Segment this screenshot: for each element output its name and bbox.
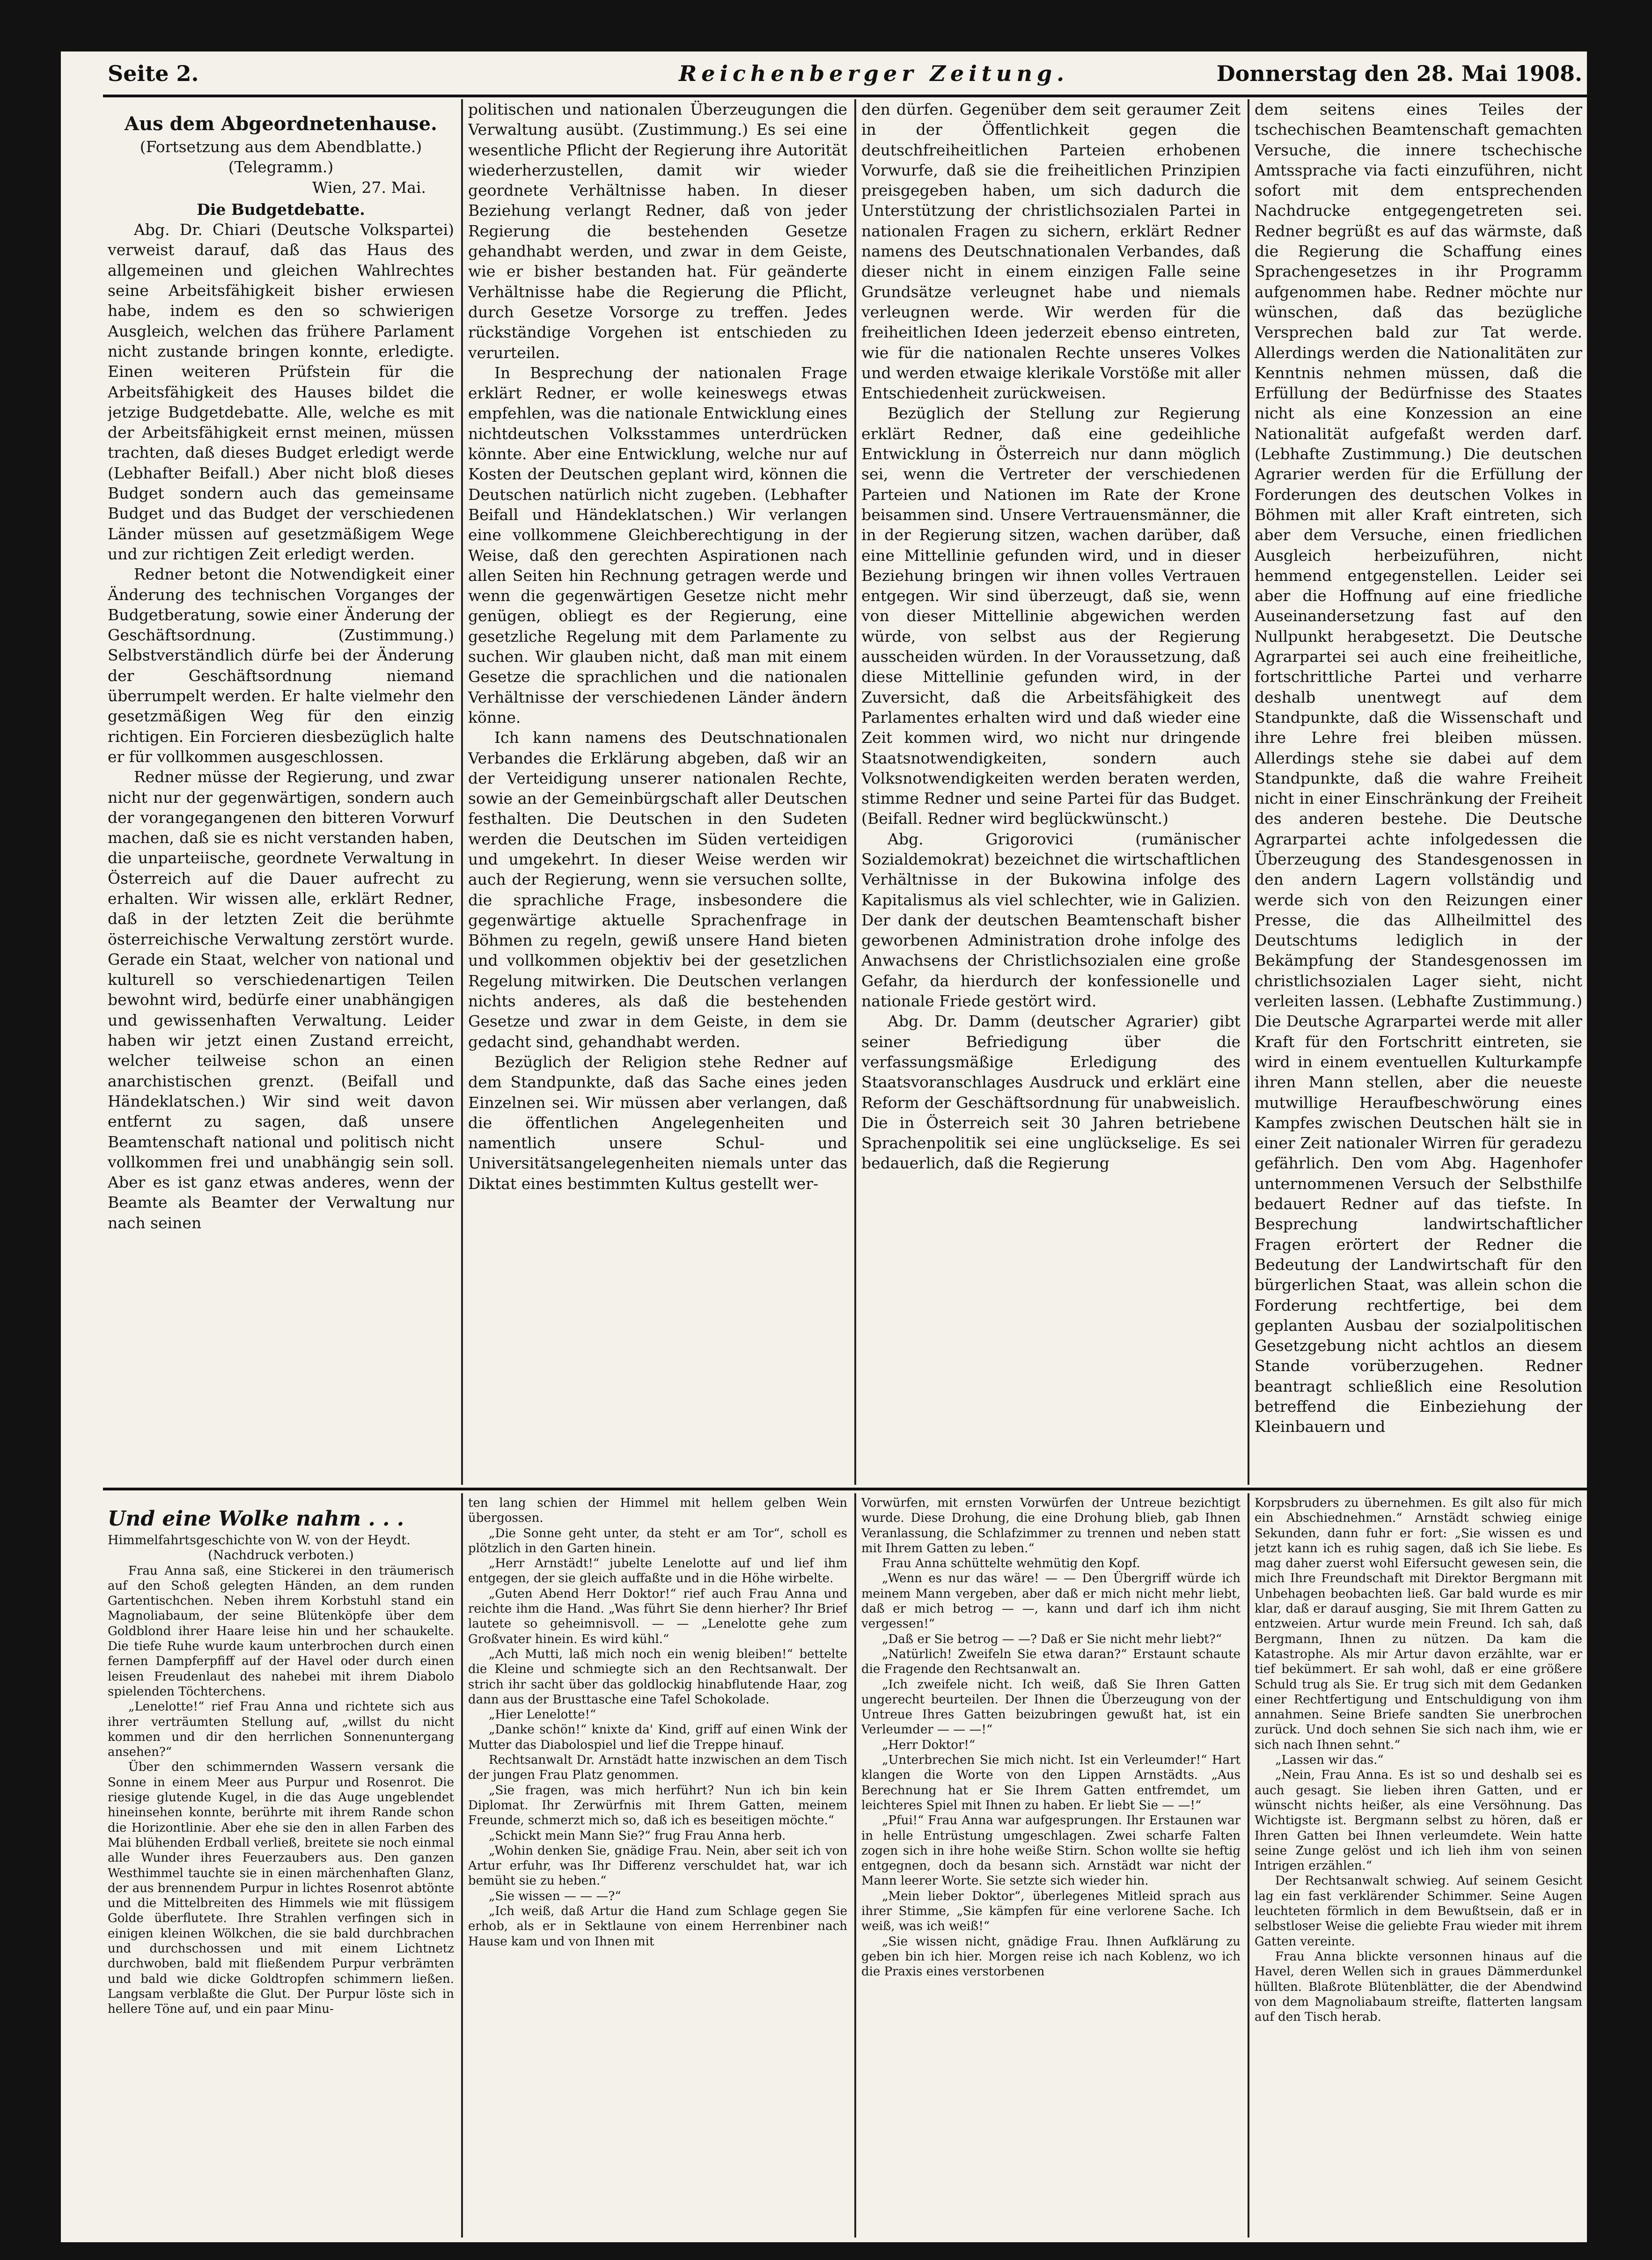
paragraph: politischen und nationalen Überzeugungen die Verwaltung ausübt. (Zustimmung.) Es sei eine wesentliche Pflicht der Regierung ihre Autorität wiederherzustellen, damit wir wieder geordnete Verhältnisse haben. In dieser Beziehung verlangt Redner, daß von jeder Regierung die bestehenden Gesetze gehandhabt werden, und zwar in dem Geiste, wie er bisher bestanden hat. Für geänderte Verhältnisse habe die Regierung die Pflicht, durch Gesetze Vorsorge zu treffen. Jedes rückständige Vorgehen ist entschieden zu verurteilen. [468, 100, 847, 362]
paragraph: „Natürlich! Zweifeln Sie etwa daran?“ Erstaunt schaute die Fragende den Rechtsanwalt an. [861, 1647, 1241, 1677]
paragraph: „Guten Abend Herr Doktor!“ rief auch Frau Anna und reichte ihm die Hand. „Was führt Sie denn hierher? Ihr Brief lautete so geheimnisvoll. — — „Lenelotte gehe zum Großvater hinein. Es wird kühl.“ [468, 1586, 847, 1646]
paragraph: „Lenelotte!“ rief Frau Anna und richtete sich aus ihrer verträumten Stellung auf, „willst du nicht kommen und dir den herrlichen Sonnenuntergang ansehen?“ [108, 1700, 454, 1760]
paragraph: Ich kann namens des Deutschnationalen Verbandes die Erklärung abgeben, daß wir an der Verteidigung unserer nationalen Rechte, sowie an der Gemeinbürgschaft aller Deutschen festhalten. Die Deutschen in den Sudeten werden die Deutschen im Süden verteidigen und umgekehrt. In dieser Weise werden wir auch der Regierung, wenn sie versuchen sollte, die sprachliche Frage, insbesondere die gegenwärtige aktuelle Sprachenfrage in Böhmen zu regeln, gewiß unsere Hand bieten und vollkommen objektiv bei der gesetzlichen Regelung mitwirken. Die Deutschen verlangen nichts anderes, als daß die bestehenden Gesetze und zwar in dem Geiste, in dem sie gedacht sind, gehandhabt werden. [468, 728, 847, 1051]
paragraph: „Nein, Frau Anna. Es ist so und deshalb sei es auch gesagt. Sie lieben ihren Gatten, und er wünscht nichts heißer, als eine Versöhnung. Das Wichtigste ist. Bergmann selbst zu hören, daß er Ihren Gatten bei Ihnen verleumdete. Wein hatte seine Zunge gelöst und ich lieh ihm von seinen Intrigen erzählen.“ [1255, 1768, 1582, 1873]
section-heading: Die Budgetdebatte. [197, 200, 365, 219]
paragraph: Redner betont die Notwendigkeit einer Änderung des technischen Vorganges der Budgetberatung, sowie einer Änderung der Geschäftsordnung. (Zustimmung.) Selbstverständlich dürfe bei der Änderung der Geschäftsordnung niemand überrumpelt werden. Er halte vielmehr den gesetzmäßigen Weg für den einzig richtigen. Ein Forcieren diesbezüglich halte er für vollkommen ausgeschlossen. [108, 565, 454, 766]
paragraph: „Wenn es nur das wäre! — — Den Übergriff würde ich meinem Mann vergeben, aber daß er mich nicht mehr liebt, daß er mich betrog — —, kann und darf ich ihm nicht vergessen!“ [861, 1571, 1241, 1631]
issue-date: Donnerstag den 28. Mai 1908. [1216, 61, 1582, 86]
paragraph: ten lang schien der Himmel mit hellem gelben Wein übergossen. [468, 1496, 847, 1526]
paragraph: „Ach Mutti, laß mich noch ein wenig bleiben!“ bettelte die Kleine und schmiegte sich an den Rechtsanwalt. Der strich ihr sacht über das goldlockig hinabflutende Haar, zog dann aus der Brusttasche eine Tafel Schokolade. [468, 1647, 847, 1707]
page-number: Seite 2. [108, 61, 199, 86]
newspaper-name: Reichenberger Zeitung. [679, 61, 1069, 86]
article-column-3 [861, 99, 1241, 1482]
paragraph: Frau Anna schüttelte wehmütig den Kopf. [882, 1556, 1140, 1571]
paragraph: Bezüglich der Religion stehe Redner auf dem Standpunkte, daß das Sache eines jeden Einzelnen sei. Wir müssen aber verlangen, daß die öffentlichen Angelegenheiten und namentlich unsere Schul- und Universitätsangelegenheiten niemals unter das Diktat eines bestimmten Kultus gestellt wer- [468, 1052, 847, 1193]
paragraph: Frau Anna saß, eine Stickerei in den träumerisch auf den Schoß gelegten Händen, an dem runden Gartentischchen. Neben ihrem Korbstuhl stand ein Magnoliabaum, der seine Blütenköpfe über dem Goldblond ihrer Haare leise hin und her schaukelte. Die tiefe Ruhe wurde kaum unterbrochen durch einen fernen Dampferpfiff auf der Havel oder durch einen leisen Freudenlaut des nahebei mit ihrem Diabolo spielenden Töchterchens. [108, 1563, 454, 1699]
paragraph: „Daß er Sie betrog — —? Daß er Sie nicht mehr liebt?“ [882, 1632, 1222, 1646]
paragraph: Bezüglich der Stellung zur Regierung erklärt Redner, daß eine gedeihliche Entwicklung in Österreich nur dann möglich sei, wenn die Vertreter der verschiedenen Parteien und Nationen im Rate der Krone beisammen sind. Unsere Vertrauensmänner, die in der Regierung sitzen, wachen darüber, daß eine Mittellinie gefunden wird, und in dieser Beziehung bringen wir ihnen volles Vertrauen entgegen. Wir sind überzeugt, daß sie, wenn von dieser Mittellinie abgewichen werden würde, von selbst aus der Regierung ausscheiden würden. In der Voraussetzung, daß diese Mittellinie gefunden wird, in der Zuversicht, daß die Arbeitsfähigkeit des Parlamentes erhalten wird und daß wieder eine Zeit kommen wird, wo nicht nur dringende Staatsnotwendigkeiten, sondern auch Volksnotwendigkeiten werden beraten werden, stimme Redner und seine Partei für das Budget. (Beifall. Redner wird beglückwünscht.) [861, 404, 1241, 828]
paragraph: „Sie fragen, was mich herführt? Nun ich bin kein Diplomat. Ihr Zerwürfnis mit Ihrem Gatten, meinem Freunde, schmerzt mich so, daß ich es beseitigen möchte.“ [468, 1783, 847, 1828]
paragraph: Frau Anna blickte versonnen hinaus auf die Havel, deren Wellen sich in graues Dämmerdunkel hüllten. Blaßrote Blütenblätter, die der Abendwind von dem Magnoliabaum streifte, flatterten langsam auf den Tisch herab. [1255, 1949, 1582, 2025]
paragraph: „Lassen wir das.“ [1275, 1753, 1384, 1768]
paragraph: Redner müsse der Regierung, und zwar nicht nur der gegenwärtigen, sondern auch der vorangegangenen den bitteren Vorwurf machen, daß sie es nicht verstanden haben, die unparteiische, geordnete Verwaltung in Österreich auf die Dauer aufrecht zu erhalten. Wir wissen alle, erklärt Redner, daß in der letzten Zeit die berühmte österreichische Verwaltung zerstört wurde. Gerade ein Staat, welcher von national und kulturell so verschiedenartigen Teilen bewohnt wird, bedürfe einer unabhängigen und gewissenhaften Verwaltung. Leider haben wir jetzt einen Zustand erreicht, welcher teilweise schon an einen anarchistischen grenzt. (Beifall und Händeklatschen.) Wir sind weit davon entfernt zu sagen, daß unsere Beamtenschaft national und politisch nicht vollkommen frei und unabhängig sein soll. Aber es ist ganz etwas anderes, wenn der Beamte als Beamter der Verwaltung nur nach seinen [108, 768, 454, 1232]
dateline: Wien, 27. Mai. [312, 178, 426, 197]
section-rule [103, 1488, 1587, 1490]
paragraph: „Sie wissen nicht, gnädige Frau. Ihnen Aufklärung zu geben bin ich hier. Morgen reise ich nach Koblenz, wo ich die Praxis eines verstorbenen [861, 1934, 1241, 1979]
story-column-1 [108, 1496, 454, 2233]
column-rule [854, 99, 856, 1485]
newspaper-page [61, 51, 1587, 2242]
paragraph: Abg. Grigorovici (rumänischer Sozialdemokrat) bezeichnet die wirtschaftlichen Verhältnisse in der Bukowina infolge des Kapitalismus als viel schlechter, wie in Galizien. Der dank der deutschen Beamtenschaft bisher geworbenen Administration drohe infolge des Anwachsens der Christlichsozialen eine große Gefahr, da hierdurch der konfessionelle und nationale Friede gestört wird. [861, 829, 1241, 1011]
header-rule [103, 95, 1587, 97]
column-rule [854, 1493, 856, 2238]
paragraph: In Besprechung der nationalen Frage erklärt Redner, er wolle keineswegs etwas empfehlen, was die nationale Entwicklung eines nichtdeutschen Volksstammes unterdrücken könnte. Aber eine Entwicklung, welche nur auf Kosten der Deutschen geplant wird, können die Deutschen natürlich nicht zugeben. (Lebhafter Beifall und Händeklatschen.) Wir verlangen eine vollkommene Gleichberechtigung in der Weise, daß den gerechten Aspirationen nach allen Seiten hin Rechnung getragen werde und wenn die gegenwärtigen Gesetze nicht mehr genügen, obliegt es der Regierung, eine gesetzliche Regelung mit dem Parlamente zu suchen. Wir glauben nicht, daß man mit einem Gesetze die sprachlichen und die nationalen Verhältnisse der verschiedenen Länder ändern könne. [468, 363, 847, 726]
paragraph: „Ich weiß, daß Artur die Hand zum Schlage gegen Sie erhob, als er in Sektlaune von einem Herrenbiner nach Hause kam und von Ihnen mit [468, 1904, 847, 1949]
paragraph: „Unterbrechen Sie mich nicht. Ist ein Verleumder!“ Hart klangen die Worte von den Lippen Arnstädts. „Aus Berechnung hat er Sie Ihrem Gatten entfremdet, um leichteres Spiel mit Ihnen zu haben. Er liebt Sie — —!“ [861, 1753, 1241, 1812]
paragraph: Abg. Dr. Damm (deutscher Agrarier) gibt seiner Befriedigung über die verfassungsmäßige Erledigung des Staatsvoranschlages Ausdruck und erklärt eine Reform der Geschäftsordnung für unabweislich. Die in Österreich seit 30 Jahren betriebene Sprachenpolitik sei eine unglückselige. Es sei bedauerlich, daß die Regierung [861, 1012, 1241, 1173]
paragraph: „Schickt mein Mann Sie?“ frug Frau Anna herb. [489, 1828, 786, 1843]
column-rule [1248, 1493, 1249, 2238]
column-rule [1248, 99, 1249, 1485]
paragraph: Abg. Dr. Chiari (Deutsche Volkspartei) verweist darauf, daß das Haus des allgemeinen und gleichen Wahlrechtes seine Arbeitsfähigkeit bisher erwiesen habe, indem es den so schwierigen Ausgleich, welchen das frühere Parlament nicht zustande bringen konnte, erledigte. Einen weiteren Prüfstein für die Arbeitsfähigkeit des Hauses bildet die jetzige Budgetdebatte. Alle, welche es mit der Arbeitsfähigkeit ernst meinen, müssen trachten, daß dieses Budget erledigt werde (Lebhafter Beifall.) Aber nicht bloß dieses Budget sondern auch das gemeinsame Budget und das Budget der verschiedenen Länder müssen auf gesetzmäßigem Wege und zur richtigen Zeit erledigt werden. [108, 220, 454, 563]
paragraph: „Herr Doktor!“ [882, 1738, 976, 1752]
story-column-4 [1255, 1496, 1582, 2233]
paragraph: „Sie wissen — — —?“ [489, 1889, 621, 1903]
story-byline: Himmelfahrtsgeschichte von W. von der Heydt. [108, 1533, 411, 1548]
paragraph: „Danke schön!“ knixte da' Kind, griff auf einen Wink der Mutter das Diabolospiel und lief die Treppe hinauf. [468, 1723, 847, 1752]
paragraph: Vorwürfen, mit ernsten Vorwürfen der Untreue bezichtigt wurde. Diese Drohung, die eine Drohung blieb, gab Ihnen Veranlassung, die Schlafzimmer zu trennen und neben statt mit Ihrem Gatten zu leben.“ [861, 1496, 1241, 1556]
paragraph: „Hier Lenelotte!“ [489, 1708, 596, 1722]
paragraph: den dürfen. Gegenüber dem seit geraumer Zeit in der Öffentlichkeit gegen die deutschfreiheitlichen Parteien erhobenen Vorwurfe, daß sie die freiheitlichen Prinzipien preisgegeben haben, um sich dadurch die Unterstützung der christlichsozialen Partei in nationalen Fragen zu sichern, erklärt Redner namens des Deutschnationalen Verbandes, daß dieser nicht in einem einzigen Falle seine Grundsätze verleugnet habe und niemals verleugnen werde. Wir werden für die freiheitlichen Ideen jederzeit ebenso eintreten, wie für die nationalen Rechte unseres Volkes und werden etwaige klerikale Vorstöße mit aller Entschiedenheit zurückweisen. [861, 100, 1241, 403]
article-title: Aus dem Abgeordnetenhause. [125, 113, 437, 135]
paragraph: Über den schimmernden Wassern versank die Sonne in einem Meer aus Purpur und Rosenrot. Die riesige glutende Kugel, in die das Auge ungeblendet hineinsehen konnte, berührte mit ihrem Rande schon die Horizontlinie. Aber ehe sie den in allen Farben des Mai blühenden Erdball verließ, breitete sie noch einmal alle Wunder ihres Feuerzaubers aus. Den ganzen Westhimmel tauchte sie in einen märchenhaften Glanz, der aus brennendem Purpur in lichtes Rosenrot abtönte und die Mittelbreiten des Himmels wie mit flüssigem Golde überflutete. Ihre Strahlen verfingen sich in einigen kleinen Wölkchen, die sie bald durchbrachen und durchschossen und mit einem Lichtnetz durchwoben, bald mit fließendem Purpur verbrämten und bald wie dicke Goldtropfen schimmern ließen. Langsam verblaßte die Glut. Der Purpur löste sich in hellere Töne auf, und ein paar Minu- [108, 1760, 454, 2017]
paragraph: Rechtsanwalt Dr. Arnstädt hatte inzwischen an dem Tisch der jungen Frau Platz genommen. [468, 1753, 847, 1783]
paragraph: „Herr Arnstädt!“ jubelte Lenelotte auf und lief ihm entgegen, der sie gleich auffaßte und in die Höhe wirbelte. [468, 1556, 847, 1586]
story-column-3 [861, 1496, 1241, 2233]
article-subtitle: (Fortsetzung aus dem Abendblatte.) [140, 138, 422, 156]
story-title: Und eine Wolke nahm . . . [108, 1507, 404, 1531]
telegram-label: (Telegramm.) [228, 158, 334, 176]
article-column-1 [108, 99, 454, 1482]
column-rule [461, 99, 463, 1485]
paragraph: „Mein lieber Doktor“, überlegenes Mitleid sprach aus ihrer Stimme, „Sie kämpfen für eine verlorene Sache. Ich weiß, was ich weiß!“ [861, 1889, 1241, 1934]
paragraph: dem seitens eines Teiles der tschechischen Beamtenschaft gemachten Versuche, die innere tschechische Amtssprache via facti einzuführen, nicht sofort mit dem entsprechenden Nachdrucke entgegengetreten sei. Redner begrüßt es auf das wärmste, daß die Regierung die Schaffung eines Sprachengesetzes in ihr Programm aufgenommen habe. Redner möchte nur wünschen, daß das bezügliche Versprechen bald zur Tat werde. Allerdings werden die Nationalitäten zur Kenntnis nehmen müssen, daß die Erfüllung der Bedürfnisse des Staates nicht als eine Konzession an eine Nationalität aufgefaßt werden darf. (Lebhafte Zustimmung.) Die deutschen Agrarier werden für die Erfüllung der Forderungen des deutschen Volkes in Böhmen mit aller Kraft eintreten, sich aber dem Versuche, einen friedlichen Ausgleich herbeizuführen, nicht hemmend entgegenstellen. Leider sei aber die Hoffnung auf eine friedliche Auseinandersetzung fast auf den Nullpunkt herabgesetzt. Die Deutsche Agrarpartei sei auch eine freiheitliche, fortschrittliche Partei und verharre deshalb unentwegt auf dem Standpunkte, daß die Wissenschaft und ihre Lehre frei bleiben müssen. Allerdings stehe sie dabei auf dem Standpunkte, daß die wahre Freiheit nicht in einer Einschränkung der Freiheit des anderen bestehe. Die Deutsche Agrarpartei achte infolgedessen die Überzeugung des Standesgenossen in den andern Lagern vollständig und werde sich von den Reizungen einer Presse, die das Allheilmittel des Deutschtums lediglich in der Bekämpfung der Standesgenossen im christlichsozialen Lager sieht, nicht verleiten lassen. (Lebhafte Zustimmung.) Die Deutsche Agrarpartei werde mit aller Kraft für den Fortschritt eintreten, sie wird in einem eventuellen Kulturkampfe ihren Mann stellen, aber die neueste mutwillige Heraufbeschwörung eines Kampfes zwischen Deutschen hält sie in einer Zeit nationaler Wirren für geradezu gefährlich. Den vom Abg. Hagenhofer unternommenen Versuch der Selbsthilfe bedauert Redner auf das tiefste. In Besprechung landwirtschaftlicher Fragen erörtert der Redner die Bedeutung der Landwirtschaft für den bürgerlichen Staat, was allein schon die Forderung rechtfertige, bei dem geplanten Ausbau der sozialpolitischen Gesetzgebung nicht achtlos an diesem Stande vorüberzugehen. Redner beantragt schließlich eine Resolution betreffend die Einbeziehung der Kleinbauern und [1255, 100, 1582, 1436]
paragraph: Der Rechtsanwalt schwieg. Auf seinem Gesicht lag ein fast verklärender Schimmer. Seine Augen leuchteten förmlich in dem Bewußtsein, daß er in selbstloser Weise die geliebte Frau wieder mit ihrem Gatten vereinte. [1255, 1874, 1582, 1949]
reprint-note: (Nachdruck verboten.) [208, 1548, 354, 1563]
paragraph: „Die Sonne geht unter, da steht er am Tor“, scholl es plötzlich in den Garten hinein. [468, 1526, 847, 1556]
paragraph: Korpsbruders zu übernehmen. Es gilt also für mich ein Abschiednehmen.“ Arnstädt schwieg einige Sekunden, dann fuhr er fort: „Sie wissen es und jetzt kann ich es ruhig sagen, daß ich Sie liebe. Es mag daher zuerst wohl Eifersucht gewesen sein, die mich Ihre Freundschaft mit Direktor Bergmann mit Unbehagen beobachten ließ. Gar bald wurde es mir klar, daß er darauf ausging, Sie mit Ihrem Gatten zu entzweien. Artur wurde mein Freund. Ich sah, daß Bergmann, Ihnen zu nützen. Da kam die Katastrophe. Als mir Artur davon erzählte, war er tief bekümmert. Er sah wohl, daß er eine größere Schuld trug als Sie. Er trug sich mit dem Gedanken einer Rechtfertigung und Entschuldigung von ihm annahmen. Seine Briefe sandten Sie unerbrochen zurück. Und doch sehnen Sie sich nach ihm, wie er sich nach Ihnen sehnt.“ [1255, 1496, 1582, 1752]
article-column-2 [468, 99, 847, 1482]
paragraph: „Wohin denken Sie, gnädige Frau. Nein, aber seit ich von Artur erfuhr, was Ihr Differenz verschuldet hat, war ich bemüht sie zu heben.“ [468, 1843, 847, 1888]
column-rule [461, 1493, 463, 2238]
article-column-4 [1255, 99, 1582, 1482]
paragraph: „Pfui!“ Frau Anna war aufgesprungen. Ihr Erstaunen war in helle Entrüstung umgeschlagen. Zwei scharfe Falten zogen sich in ihre hohe weiße Stirn. Schon wollte sie heftig entgegnen, doch da besann sich. Arnstädt war nicht der Mann leerer Worte. Sie setzte sich wieder hin. [861, 1813, 1241, 1888]
story-column-2 [468, 1496, 847, 2233]
paragraph: „Ich zweifele nicht. Ich weiß, daß Sie Ihren Gatten ungerecht beurteilen. Der Ihnen die Überzeugung von der Untreue Ihres Gatten beizubringen gewußt hat, ist ein Verleumder — — —!“ [861, 1677, 1241, 1737]
